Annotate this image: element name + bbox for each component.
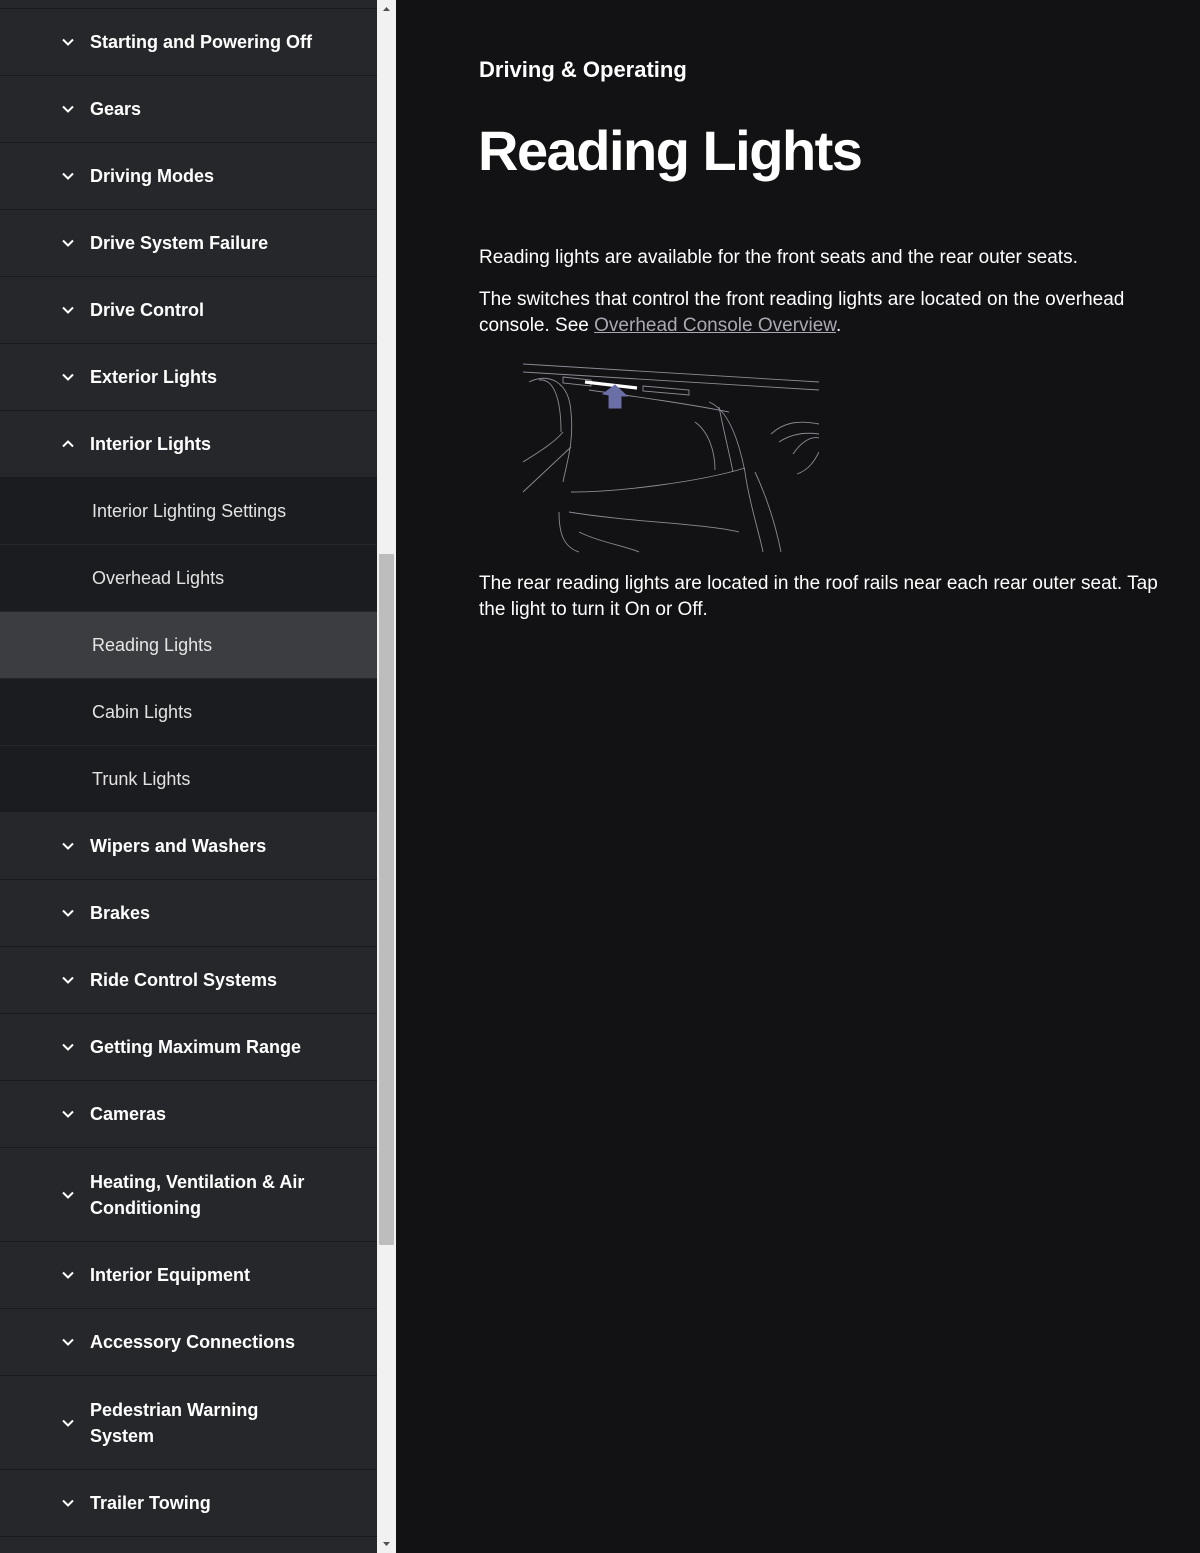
- nav-item-drive-control[interactable]: [0, 277, 377, 344]
- sidebar-nav: [0, 0, 377, 1553]
- paragraph-text: The switches that control the front reading lights are located on the overhead console. See: [479, 289, 1125, 336]
- nav-item-label: Cameras: [90, 1104, 167, 1124]
- sidebar-scrollbar[interactable]: [377, 0, 396, 1553]
- chevron-up-icon: [60, 436, 76, 452]
- chevron-down-icon: [60, 1267, 76, 1283]
- nav-item-label: Accessory Connections: [90, 1332, 296, 1352]
- nav-item-starting-and-powering-off[interactable]: [0, 9, 377, 76]
- nav-item-driving-modes[interactable]: [0, 143, 377, 210]
- nav-item-getting-maximum-range[interactable]: [0, 1014, 377, 1081]
- nav-item-interior-equipment[interactable]: [0, 1242, 377, 1309]
- nav-item-label: Ride Control Systems: [90, 970, 278, 990]
- nav-item-label: Interior Lights: [90, 434, 211, 454]
- chevron-down-icon: [60, 905, 76, 921]
- section-label: Driving & Operating: [479, 57, 687, 82]
- paragraph-front-switches: [479, 287, 1159, 339]
- chevron-down-icon: [60, 1187, 76, 1203]
- nav-item-accessory-connections[interactable]: [0, 1309, 377, 1376]
- nav-item-drive-system-failure[interactable]: [0, 210, 377, 277]
- nav-item-label: Drive System Failure: [90, 233, 269, 253]
- nav-item-label: Heating, Ventilation & Air Conditioning: [90, 1171, 305, 1218]
- main-content: [396, 0, 1200, 1553]
- chevron-down-icon: [60, 1334, 76, 1350]
- nav-item-gears[interactable]: [0, 76, 377, 143]
- nav-item-label: Pedestrian Warning System: [90, 1399, 259, 1446]
- nav-item-interior-lights[interactable]: [0, 411, 377, 478]
- chevron-down-icon: [60, 1106, 76, 1122]
- subnav-item-cabin-lights[interactable]: Cabin Lights: [0, 679, 377, 746]
- paragraph-text-end: .: [835, 315, 842, 336]
- paragraph-rear-lights: The rear reading lights are located in the roof rails near each rear outer seat. Tap the light to turn it On or Off.: [479, 573, 1158, 620]
- chevron-down-icon: [60, 1039, 76, 1055]
- chevron-down-icon: [60, 101, 76, 117]
- nav-item-cameras[interactable]: [0, 1081, 377, 1148]
- page-title: Reading Lights: [478, 119, 862, 182]
- nav-item-brakes[interactable]: [0, 880, 377, 947]
- overhead-console-overview-link[interactable]: Overhead Console Overview: [594, 315, 836, 336]
- nav-item-heating-ventilation-air-conditioning[interactable]: [0, 1148, 377, 1242]
- nav-item-trailer-towing[interactable]: [0, 1470, 377, 1537]
- scroll-down-arrow-icon[interactable]: [377, 1535, 396, 1553]
- nav-item-label: Gears: [90, 99, 142, 119]
- nav-item-label: Getting Maximum Range: [90, 1037, 302, 1057]
- nav-item-label: Interior Equipment: [90, 1265, 251, 1285]
- chevron-down-icon: [60, 838, 76, 854]
- nav-item-pedestrian-warning-system[interactable]: [0, 1376, 377, 1470]
- chevron-down-icon: [60, 235, 76, 251]
- nav-item-label: Exterior Lights: [90, 367, 218, 387]
- chevron-down-icon: [60, 168, 76, 184]
- scrollbar-thumb[interactable]: [379, 554, 394, 1245]
- chevron-down-icon: [60, 1415, 76, 1431]
- chevron-down-icon: [60, 1495, 76, 1511]
- nav-item-wipers-and-washers[interactable]: [0, 813, 377, 880]
- chevron-down-icon: [60, 972, 76, 988]
- nav-item-ride-control-systems[interactable]: [0, 947, 377, 1014]
- overhead-console-illustration: [519, 352, 819, 557]
- nav-item-label: Drive Control: [90, 300, 205, 320]
- chevron-down-icon: [60, 34, 76, 50]
- chevron-down-icon: [60, 369, 76, 385]
- subnav-item-reading-lights-active[interactable]: Reading Lights: [0, 612, 377, 679]
- nav-item-label: Trailer Towing: [90, 1493, 211, 1513]
- nav-item-exterior-lights[interactable]: [0, 344, 377, 411]
- nav-item-label: Starting and Powering Off: [90, 32, 313, 52]
- nav-item-label: Brakes: [90, 903, 151, 923]
- sidebar-top-divider: [0, 0, 377, 9]
- paragraph-availability: Reading lights are available for the front seats and the rear outer seats.: [479, 247, 1078, 268]
- scroll-up-arrow-icon[interactable]: [377, 0, 396, 18]
- subnav-item-trunk-lights[interactable]: Trunk Lights: [0, 746, 377, 813]
- nav-item-label: Driving Modes: [90, 166, 215, 186]
- chevron-down-icon: [60, 302, 76, 318]
- subnav-item-interior-lighting-settings[interactable]: Interior Lighting Settings: [0, 478, 377, 545]
- subnav-item-overhead-lights[interactable]: Overhead Lights: [0, 545, 377, 612]
- nav-item-label: Wipers and Washers: [90, 836, 267, 856]
